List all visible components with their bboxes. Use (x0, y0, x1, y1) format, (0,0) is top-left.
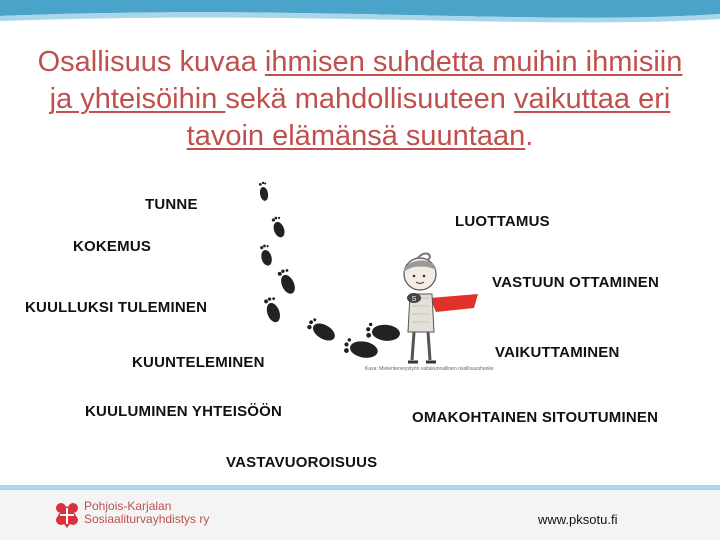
heart-cross-logo-icon (52, 500, 82, 530)
word-kuuluminen-yhteisoon: KUULUMINEN YHTEISÖÖN (85, 403, 283, 420)
girl-with-cape-icon (390, 250, 480, 370)
image-caption: Kuva: Mielenterveystyön valtakunnallinen osallisuushanke (365, 366, 494, 372)
word-luottamus: LUOTTAMUS (455, 213, 550, 230)
title-segment: vaikuttaa eri tavoin elämänsä suuntaan (186, 83, 671, 152)
word-vaikuttaminen: VAIKUTTAMINEN (495, 344, 620, 361)
title-segment: Osallisuus kuvaa (37, 46, 265, 78)
title-segment: ihmisen suhdetta muihin ihmisiin ja yhteisöihin (49, 46, 683, 115)
word-tunne: TUNNE (145, 196, 198, 213)
org-line-1: Pohjois-Karjalan (84, 499, 172, 513)
title-segment: . (525, 120, 534, 152)
word-vastavuoroisuus: VASTAVUOROISUUS (226, 454, 378, 471)
word-kokemus: KOKEMUS (73, 238, 152, 255)
organization-name (84, 500, 209, 526)
word-omakohtainen-sitoutuminen: OMAKOHTAINEN SITOUTUMINEN (412, 409, 659, 426)
svg-text:S: S (411, 296, 417, 303)
org-line-2: Sosiaaliturvayhdistys ry (84, 512, 210, 526)
title-segment: sekä mahdollisuuteen (225, 83, 514, 115)
word-kuulluksi-tuleminen: KUULLUKSI TULEMINEN (25, 299, 208, 316)
slide-title (30, 44, 690, 155)
word-vastuun-ottaminen: VASTUUN OTTAMINEN (492, 274, 660, 291)
website-url[interactable]: www.pksotu.fi (538, 512, 618, 527)
top-decorative-band (0, 0, 720, 30)
word-kuunteleminen: KUUNTELEMINEN (132, 354, 265, 371)
